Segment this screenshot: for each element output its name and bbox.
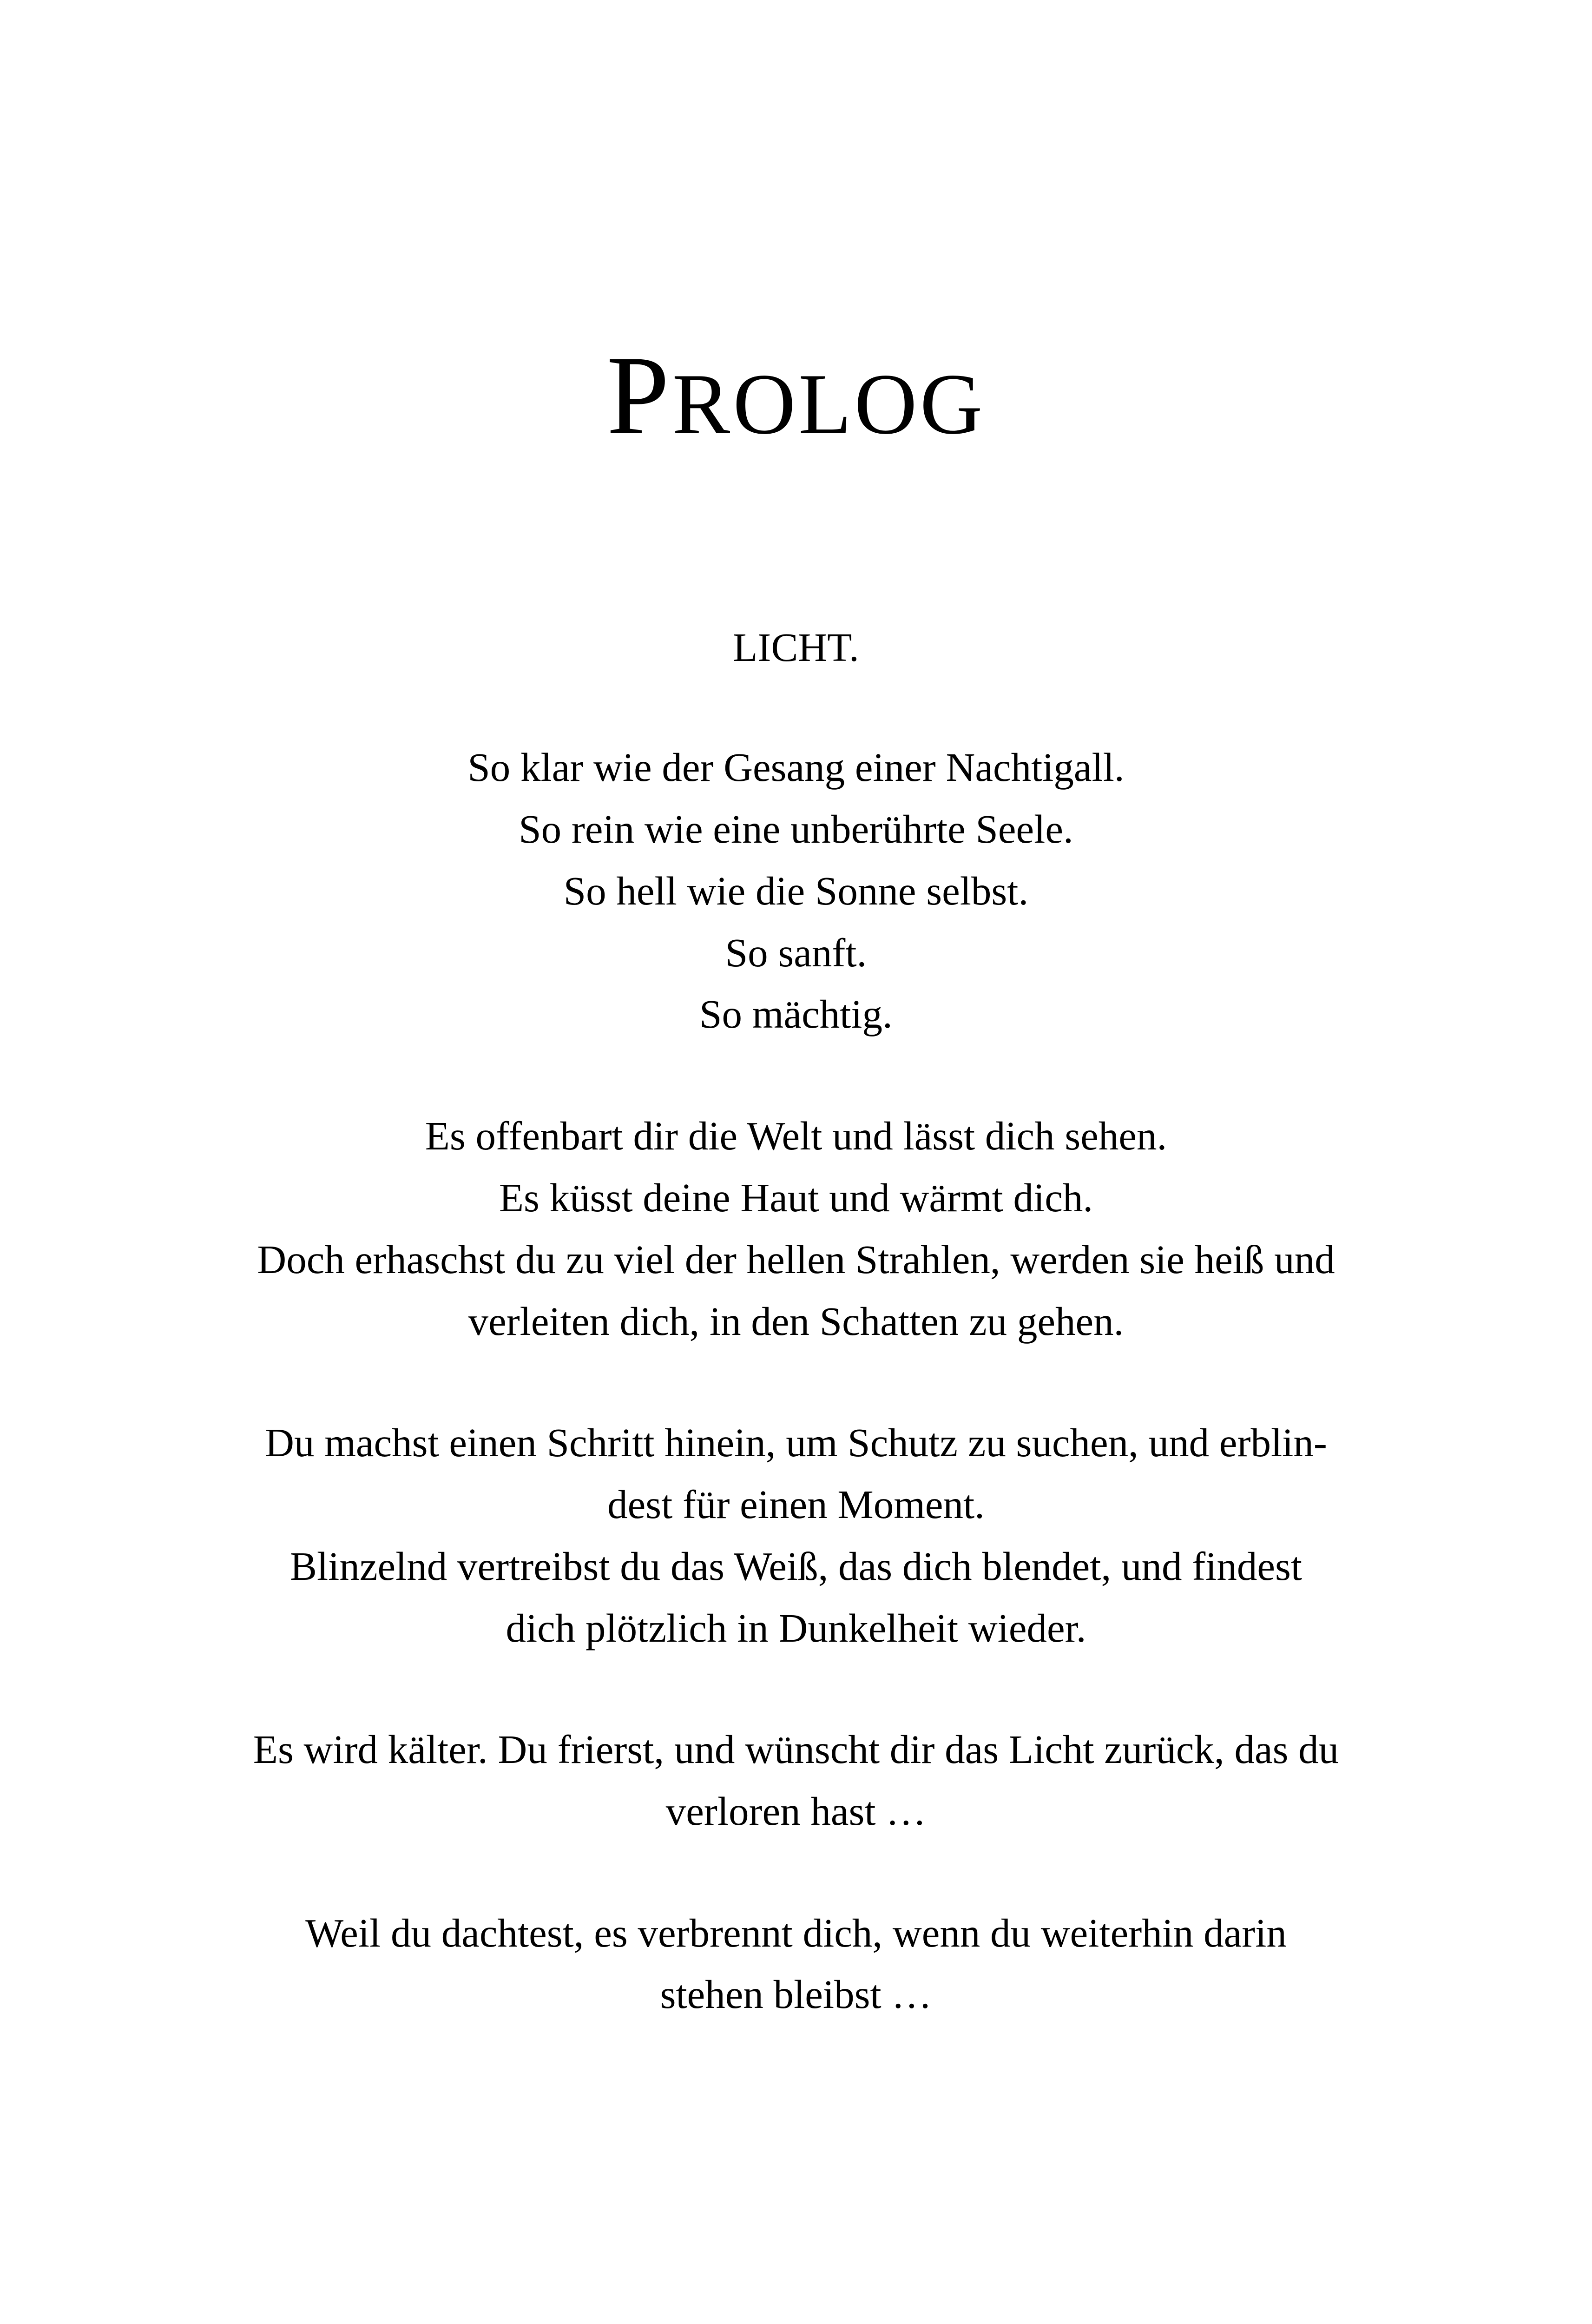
text-line: So hell wie die Sonne selbst.	[563, 868, 1029, 913]
chapter-title-rest: ROLOG	[672, 356, 986, 452]
text-line: Weil du dachtest, es verbrennt dich, wenn du weiterhin darin	[305, 1910, 1287, 1955]
chapter-title	[0, 325, 1592, 474]
text-line: LICHT.	[733, 625, 859, 670]
text-line: Blinzelnd vertreibst du das Weiß, das dich blendet, und findest	[289, 1544, 1303, 1589]
chapter-title-initial: P	[606, 332, 672, 458]
text-line: verleiten dich, in den Schatten zu gehen.	[468, 1299, 1124, 1344]
text-line: Es küsst deine Haut und wärmt dich.	[499, 1175, 1093, 1220]
text-line: verloren hast …	[665, 1789, 927, 1834]
text-line: dich plötzlich in Dunkelheit wieder.	[506, 1605, 1086, 1651]
text-line: Es offenbart dir die Welt und lässt dich sehen.	[425, 1113, 1167, 1158]
text-line: Es wird kälter. Du frierst, und wünscht dir das Licht zurück, das du	[253, 1727, 1339, 1772]
text-line: stehen bleibst …	[660, 1972, 932, 2017]
text-line: So klar wie der Gesang einer Nachtigall.	[467, 745, 1125, 790]
text-line: So sanft.	[725, 930, 867, 975]
text-line: Du machst einen Schritt hinein, um Schutz zu suchen, und erblin-	[265, 1420, 1327, 1465]
text-line: Doch erhaschst du zu viel der hellen Strahlen, werden sie heiß und	[257, 1237, 1335, 1282]
text-line: So mächtig.	[699, 991, 893, 1037]
text-line: dest für einen Moment.	[607, 1482, 985, 1527]
text-line: So rein wie eine unberührte Seele.	[519, 806, 1073, 852]
